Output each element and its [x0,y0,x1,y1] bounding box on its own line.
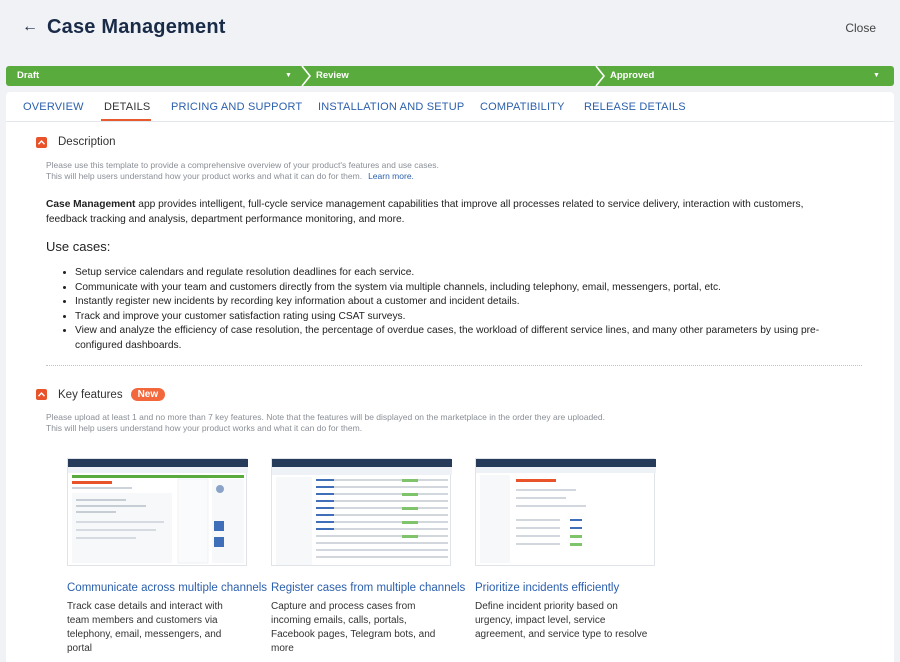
list-item: • Setup service calendars and regulate resolution deadlines for each service. [75,266,865,281]
tab-release-details[interactable]: RELEASE DETAILS [584,101,686,113]
description-title: Description [58,136,116,148]
feature-title-link[interactable]: Register cases from multiple channels [271,582,466,594]
section-divider [46,365,862,366]
feature-screenshot-image[interactable] [475,458,655,566]
feature-description: Track case details and interact with team members and customers via telephony, email, messengers, and portal [67,601,223,654]
back-arrow-icon[interactable]: ← [22,18,38,35]
product-name: Case Management [46,199,136,210]
stage-review[interactable] [312,66,597,86]
feature-description: Define incident priority based on urgency, impact level, service agreement, and service type to resolve [475,601,648,640]
details-card [6,92,894,662]
tab-bar [6,92,894,122]
tab-compatibility[interactable]: COMPATIBILITY [480,101,565,113]
chevron-down-icon: ▼ [873,72,880,79]
key-features-section-header [36,388,165,401]
tab-installation-and-setup[interactable]: INSTALLATION AND SETUP [318,101,465,113]
description-hint [46,160,439,182]
stage-label: Approved [610,70,655,81]
description-section-header [36,136,116,148]
feature-card[interactable] [67,458,268,654]
stage-bar [6,66,894,86]
list-item: • Instantly register new incidents by recording key information about a customer and incident details. [75,295,865,310]
learn-more-link[interactable]: Learn more. [368,171,414,181]
feature-description: Capture and process cases from incoming emails, calls, portals, Facebook pages, Telegram bots, and more [271,601,436,654]
hint-line: This will help users understand how your product works and what it can do for them. [46,423,363,433]
feature-screenshot-image[interactable] [67,458,247,566]
page-title: Case Management [47,16,226,38]
key-features-title: Key features [58,388,123,401]
close-button[interactable]: Close [845,21,876,35]
feature-screenshot-image[interactable] [271,458,451,566]
page-header [0,0,900,58]
feature-title-link[interactable]: Prioritize incidents efficiently [475,582,620,594]
hint-line-text: This will help users understand how your product works and what it can do for them. [46,171,363,181]
chevron-down-icon: ▼ [285,72,292,79]
stage-approved[interactable] [606,66,894,86]
key-features-hint [46,412,605,434]
hint-line [46,171,439,182]
description-intro [46,198,836,227]
stage-draft[interactable] [6,66,302,86]
list-item: • View and analyze the efficiency of case resolution, the percentage of overdue cases, the workload of different service lines, and many other parameters by using pre-configured dashboards. [75,324,865,353]
active-tab-indicator [101,119,151,121]
list-item: • Communicate with your team and customers directly from the system via multiple channels, including telephony, email, messengers, portal, etc. [75,281,865,296]
usecases-list [75,266,865,353]
hint-line: Please use this template to provide a comprehensive overview of your product's features and use cases. [46,160,439,170]
collapse-icon[interactable] [36,389,47,400]
feature-card[interactable] [271,458,466,654]
usecases-heading: Use cases: [46,239,111,254]
intro-text: app provides intelligent, full-cycle service management capabilities that improve all processes related to service delivery, interaction with customers, feedback tracking and analysis, department performance monitoring, and more. [46,199,804,225]
tab-pricing-and-support[interactable]: PRICING AND SUPPORT [171,101,303,113]
stage-label: Review [316,70,349,81]
list-item: • Track and improve your customer satisfaction rating using CSAT surveys. [75,310,865,325]
collapse-icon[interactable] [36,137,47,148]
hint-line: Please upload at least 1 and no more than 7 key features. Note that the features will be displayed on the marketplace in the order they are uploaded. [46,412,605,422]
stage-label: Draft [17,70,40,81]
new-badge: New [131,388,166,401]
tab-details[interactable]: DETAILS [104,101,151,113]
feature-card[interactable] [475,458,655,642]
feature-title-link[interactable]: Communicate across multiple channels [67,582,268,594]
tab-overview[interactable]: OVERVIEW [23,101,84,113]
